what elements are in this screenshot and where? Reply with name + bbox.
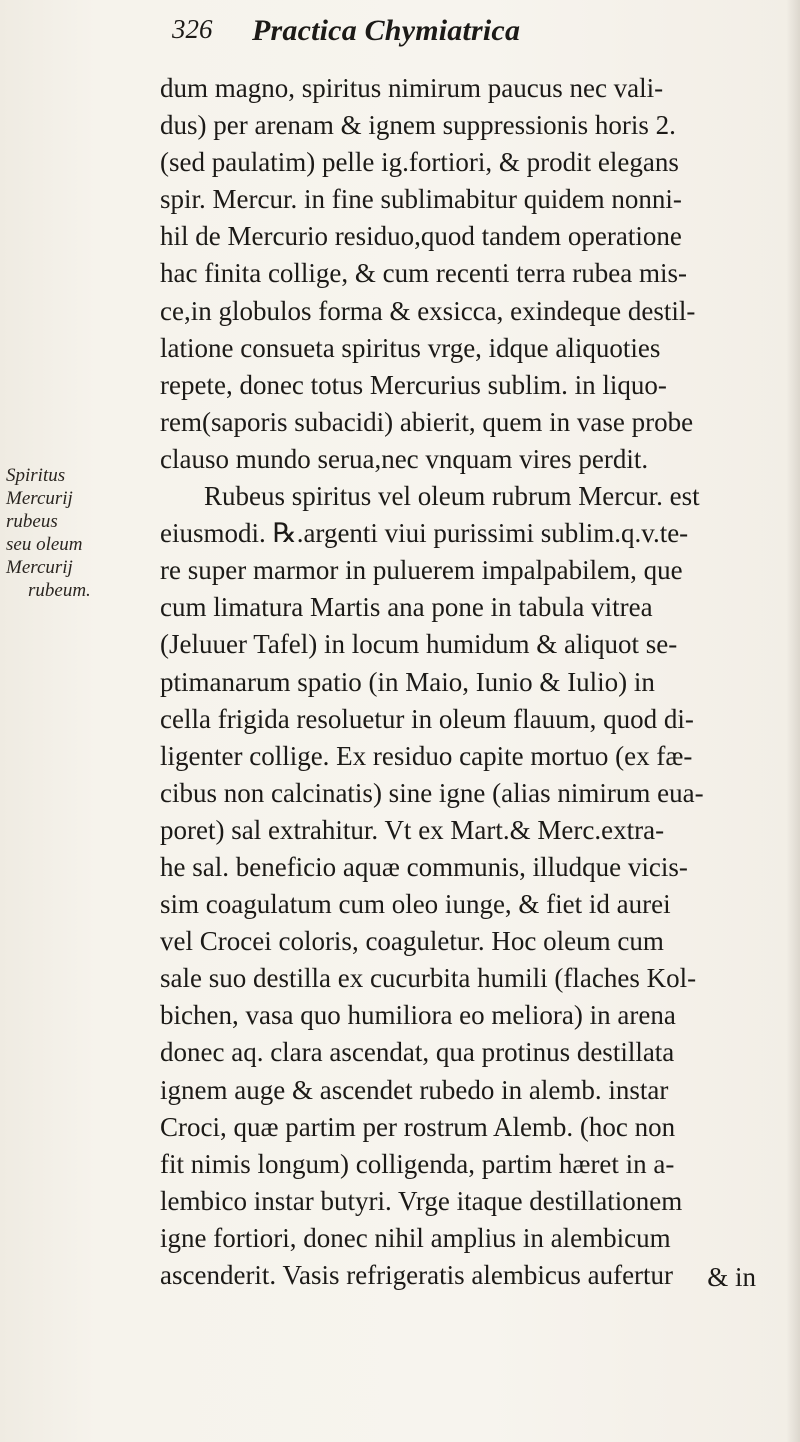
catchword: & in [707, 1262, 756, 1292]
text-line: latione consueta spiritus vrge, idque aliquoties [160, 332, 661, 363]
text-line: bichen, vasa quo humiliora eo meliora) in arena [160, 1000, 676, 1031]
text-line: cibus non calcinatis) sine igne (alias nimirum eua- [160, 777, 704, 808]
marginal-note-line: rubeus [6, 511, 58, 532]
page-number: 326 [172, 14, 213, 44]
text-line: repete, donec totus Mercurius sublim. in liquo- [160, 369, 667, 400]
text-line: ignem auge & ascendet rubedo in alemb. instar [160, 1074, 669, 1105]
text-line: spir. Mercur. in fine sublimabitur quidem nonni- [160, 184, 682, 215]
text-line: rem(saporis subacidi) abierit, quem in vase probe [160, 406, 694, 437]
text-line: igne fortiori, donec nihil amplius in alembicum [160, 1222, 671, 1253]
text-line: ptimanarum spatio (in Maio, Iunio & Iulio) in [160, 666, 655, 697]
text-line: cella frigida resoluetur in oleum flauum, quod di- [160, 703, 694, 734]
text-line: re super marmor in puluerem impalpabilem, que [160, 555, 683, 586]
text-line: dum magno, spiritus nimirum paucus nec vali- [160, 73, 664, 103]
marginal-note-line: Spiritus [6, 465, 66, 486]
text-line: sale suo destilla ex cucurbita humili (flaches Kol- [160, 963, 697, 994]
marginal-note-line: Mercurij [6, 488, 73, 509]
text-line: sim coagulatum cum oleo iunge, & fiet id aurei [160, 889, 671, 920]
text-line: vel Crocei coloris, coaguletur. Hoc oleum cum [160, 926, 664, 957]
marginal-note-line: Mercurij [6, 557, 73, 578]
text-line: eiusmodi. ℞.argenti viui purissimi sublim.q.v.te- [160, 518, 689, 549]
text-line: ligenter collige. Ex residuo capite mortuo (ex fæ- [160, 740, 693, 771]
text-line: ce,in globulos forma & exsicca, exindeque destil- [160, 295, 696, 326]
marginal-note-line: seu oleum [6, 534, 83, 555]
text-line: he sal. beneficio aquæ communis, illudque vicis- [160, 851, 688, 882]
marginal-note [6, 464, 156, 602]
text-line: dus) per arenam & ignem suppressionis horis 2. [160, 110, 676, 141]
text-line: hac finita collige, & cum recenti terra rubea mis- [160, 258, 688, 289]
body-text [160, 70, 790, 1294]
text-line: lembico instar butyri. Vrge itaque destillationem [160, 1185, 683, 1216]
marginal-note-line: rubeum. [28, 580, 91, 601]
running-title: Practica Chymiatrica [252, 14, 521, 47]
text-line: (sed paulatim) pelle ig.fortiori, & prodit elegans [160, 147, 679, 178]
text-line: Rubeus spiritus vel oleum rubrum Mercur. est [204, 481, 700, 512]
text-line: (Jeluuer Tafel) in locum humidum & aliquot se- [160, 629, 678, 660]
text-line: fit nimis longum) colligenda, partim hæret in a- [160, 1148, 675, 1179]
page-header [172, 14, 672, 54]
text-line: hil de Mercurio residuo,quod tandem operatione [160, 221, 682, 252]
text-line: ascenderit. Vasis refrigeratis alembicus aufertur [160, 1260, 674, 1290]
text-line: poret) sal extrahitur. Vt ex Mart.& Merc.extra- [160, 814, 665, 845]
text-line: Croci, quæ partim per rostrum Alemb. (hoc non [160, 1111, 676, 1142]
text-line: donec aq. clara ascendat, qua protinus destillata [160, 1037, 675, 1068]
text-line: cum limatura Martis ana pone in tabula vitrea [160, 592, 653, 623]
text-line: clauso mundo serua,nec vnquam vires perdit. [160, 443, 649, 474]
